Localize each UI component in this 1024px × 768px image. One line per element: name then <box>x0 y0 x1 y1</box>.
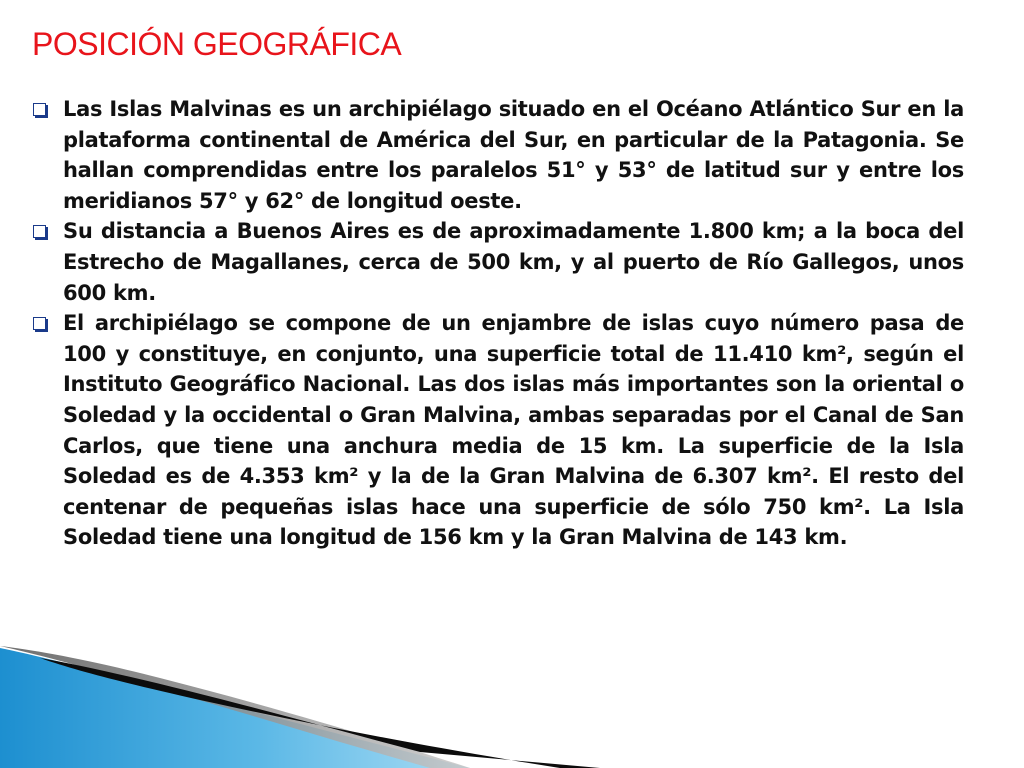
bullet-text: Su distancia a Buenos Aires es de aproximadamente 1.800 km; a la boca del Estrecho de Magallanes, cerca de 500 km, y al puerto de Río Gallegos, unos 600 km. <box>63 219 964 305</box>
hollow-square-bullet-icon <box>33 103 46 116</box>
slide-title: POSICIÓN GEOGRÁFICA <box>32 26 402 62</box>
bullet-item <box>32 94 964 216</box>
swoosh-decoration <box>0 643 620 768</box>
bullet-list <box>32 94 964 553</box>
hollow-square-bullet-icon <box>33 225 46 238</box>
bullet-item <box>32 216 964 308</box>
bullet-text: Las Islas Malvinas es un archipiélago situado en el Océano Atlántico Sur en la plataforma continental de América del Sur, en particular de la Patagonia. Se hallan comprendidas entre los paralelos 51° y 53° de latitud sur y entre los meridianos 57° y 62° de longitud oeste. <box>63 97 964 213</box>
bullet-text: El archipiélago se compone de un enjambre de islas cuyo número pasa de 100 y constituye, en conjunto, una superficie total de 11.410 km², según el Instituto Geográfico Nacional. Las dos islas más importantes son la oriental o Soledad y la occidental o Gran Malvina, ambas separadas por el Canal de San Carlos, que tiene una anchura media de 15 km. La superficie de la Isla Soledad es de 4.353 km² y la de la Gran Malvina de 6.307 km². El resto del centenar de pequeñas islas hace una superficie de sólo 750 km². La Isla Soledad tiene una longitud de 156 km y la Gran Malvina de 143 km. <box>63 311 964 550</box>
hollow-square-bullet-icon <box>33 317 46 330</box>
bullet-item <box>32 308 964 553</box>
